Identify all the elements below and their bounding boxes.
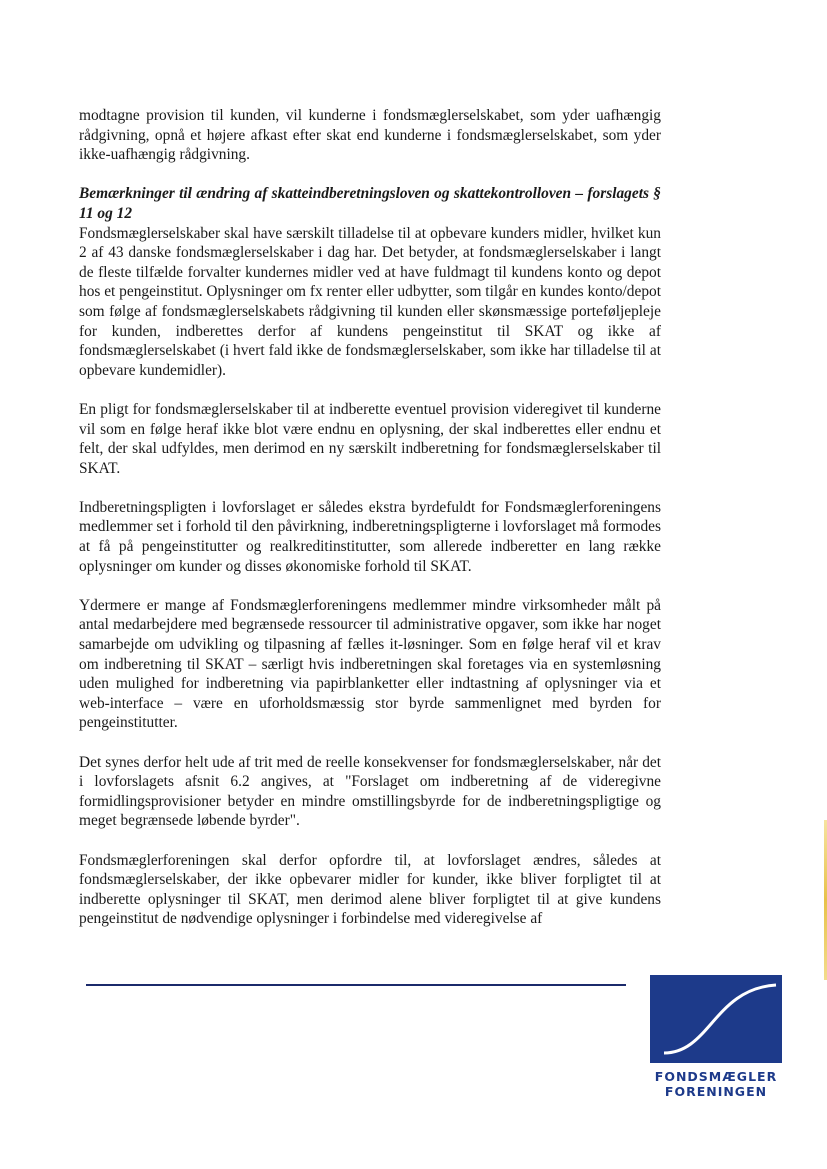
- paragraph-reporting-duty: En pligt for fondsmæglerselskaber til at indberette eventuel provision videregivet til kunderne vil som en følge heraf ikke blot være endnu en oplysning, der skal indberettes eller endnu et felt, der skal udfyldes, men derimod en ny særskilt indberetning for fondsmæglerselskaber til SKAT.: [79, 400, 661, 477]
- paragraph-consequences: Det synes derfor helt ude af trit med de reelle konsekvenser for fondsmæglerselskaber, når det i lovforslagets afsnit 6.2 angives, at "Forslaget om indberetning af de videregivne formidlingsprovisioner betyder en mindre omstillingsbyrde for de indberetningspligtige og meget begrænsede løbende byrder".: [79, 753, 661, 830]
- paragraph-small-firms: Ydermere er mange af Fondsmæglerforeningens medlemmer mindre virksomheder målt på antal medarbejdere med begrænsede ressourcer til administrative opgaver, som ikke har noget samarbejde om udvikling og tilpasning af fælles it-løsninger. Som en følge heraf vil et krav om indberetning til SKAT – særligt hvis indberetningen skal foretages via en systemløsning uden mulighed for indberetning via papirblanketter eller indtastning af oplysninger via et web-interface – være en uforholdsmæssig stor byrde sammenlignet med byrden for pengeinstitutter.: [79, 596, 661, 732]
- paragraph-intro-continuation: modtagne provision til kunden, vil kunderne i fondsmæglerselskabet, som yder uafhængig rådgivning, opnå et højere afkast efter skat end kunderne i fondsmæglerselskabet, som yder ikke-uafhængig rådgivning.: [79, 107, 661, 164]
- logo-wave-icon: [650, 975, 782, 1063]
- paragraph-recommendation: Fondsmæglerforeningen skal derfor opfordre til, at lovforslaget ændres, således at fondsmæglerselskaber, der ikke opbevarer midler for kunder, ikke bliver forpligtet til at indberette oplysninger til SKAT, men derimod alene bliver forpligtet til at give kundens pengeinstitut de nødvendige oplysninger i forbindelse med videregivelse af: [79, 851, 661, 928]
- paragraph-custody: Fondsmæglerselskaber skal have særskilt tilladelse til at opbevare kunders midler, hvilket kun 2 af 43 danske fondsmæglerselskaber i dag har. Det betyder, at fondsmæglerselskaber i langt de fleste tilfælde forvalter kundernes midler ved at have fuldmagt til kundens konto og depot hos et pengeinstitut. Oplysninger om fx renter eller udbytter, som tilgår en kundes konto/depot som følge af fondsmæglerselskabets rådgivning til kunden eller skønsmæssige porteføljepleje for kunden, indberettes derfor af kundens pengeinstitut til SKAT og ikke af fondsmæglerselskabet (i hvert fald ikke de fondsmæglerselskaber, som ikke har tilladelse til at opbevare kundemidler).: [79, 224, 661, 379]
- section-heading: Bemærkninger til ændring af skatteindberetningsloven og skattekontrolloven – forslagets § 11 og 12: [79, 185, 661, 222]
- document-body: [79, 106, 661, 929]
- paragraph-burden: Indberetningspligten i lovforslaget er således ekstra byrdefuldt for Fondsmæglerforeningens medlemmer set i forhold til den påvirkning, indberetningspligterne i lovforslaget må formodes at få på pengeinstitutter og realkreditinstitutter, som allerede indberetter en lang række oplysninger om kunder og disses økonomiske forhold til SKAT.: [79, 498, 661, 575]
- logo-line-1: FONDSMÆGLER: [654, 1069, 778, 1084]
- organization-logo: [650, 975, 782, 1099]
- logo-line-2: FORENINGEN: [664, 1084, 768, 1099]
- logo-wordmark: [650, 1069, 782, 1099]
- footer-rule: [86, 984, 626, 986]
